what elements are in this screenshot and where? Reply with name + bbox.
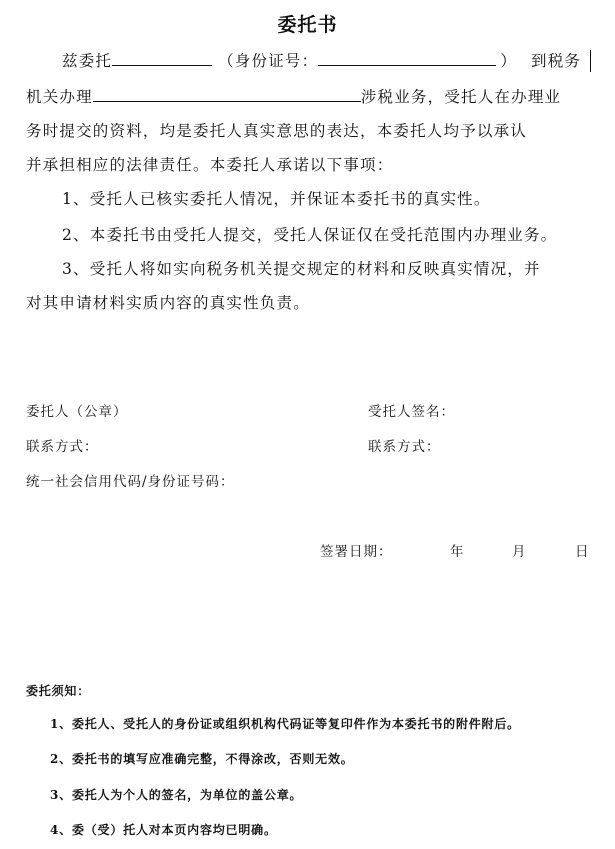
tax-business-text: 涉税业务，受托人在办理业 [360, 88, 562, 106]
notice-item-3: 3、委托人为个人的签名，为单位的盖公章。 [50, 788, 303, 802]
text-cursor [590, 50, 591, 72]
document-title: 委托书 [277, 14, 338, 36]
promise-3-line-2: 对其申请材料实质内容的真实性负责。 [26, 294, 310, 312]
agent-contact-label: 联系方式： [368, 439, 441, 455]
agent-signature-label: 受托人签名： [368, 404, 455, 420]
principal-contact-label: 联系方式： [26, 439, 99, 455]
agent-name-field[interactable] [112, 49, 212, 66]
notice-item-2: 2、委托书的填写应准确完整，不得涂改，否则无效。 [50, 752, 354, 766]
handle-label: 机关办理 [26, 88, 93, 106]
id-close-paren: ） [500, 52, 518, 70]
business-field[interactable] [93, 85, 361, 102]
id-number-label: （身份证号： [218, 52, 319, 70]
day-label: 日 [575, 544, 590, 560]
notice-item-1: 1、委托人、受托人的身份证或组织机构代码证等复印件作为本委托书的附件附后。 [50, 717, 520, 731]
notice-item-4: 4、委（受）托人对本页内容均已明确。 [50, 823, 277, 837]
month-label: 月 [512, 544, 527, 560]
id-number-field[interactable] [318, 49, 496, 66]
promise-3-line-1: 3、受托人将如实向税务机关提交规定的材料和反映真实情况，并 [62, 260, 541, 278]
promise-2: 2、本委托书由受托人提交，受托人保证仅在受托范围内办理业务。 [62, 226, 558, 244]
to-tax-label: 到税务 [531, 52, 582, 70]
promise-1: 1、受托人已核实委托人情况，并保证本委托书的真实性。 [62, 190, 491, 208]
notice-heading: 委托须知： [26, 684, 91, 698]
credit-code-label: 统一社会信用代码/身份证号码： [26, 474, 235, 490]
year-label: 年 [450, 544, 465, 560]
intro-line-2 [26, 85, 561, 109]
sign-date-label: 签署日期： [320, 544, 393, 560]
intro-line-1 [62, 49, 581, 73]
intro-entrust-label: 兹委托 [62, 52, 113, 70]
intro-line-3: 务时提交的资料，均是委托人真实意思的表达，本委托人均予以承认 [26, 122, 528, 140]
intro-line-4: 并承担相应的法律责任。本委托人承诺以下事项： [26, 156, 394, 174]
principal-seal-label: 委托人（公章） [26, 404, 128, 420]
